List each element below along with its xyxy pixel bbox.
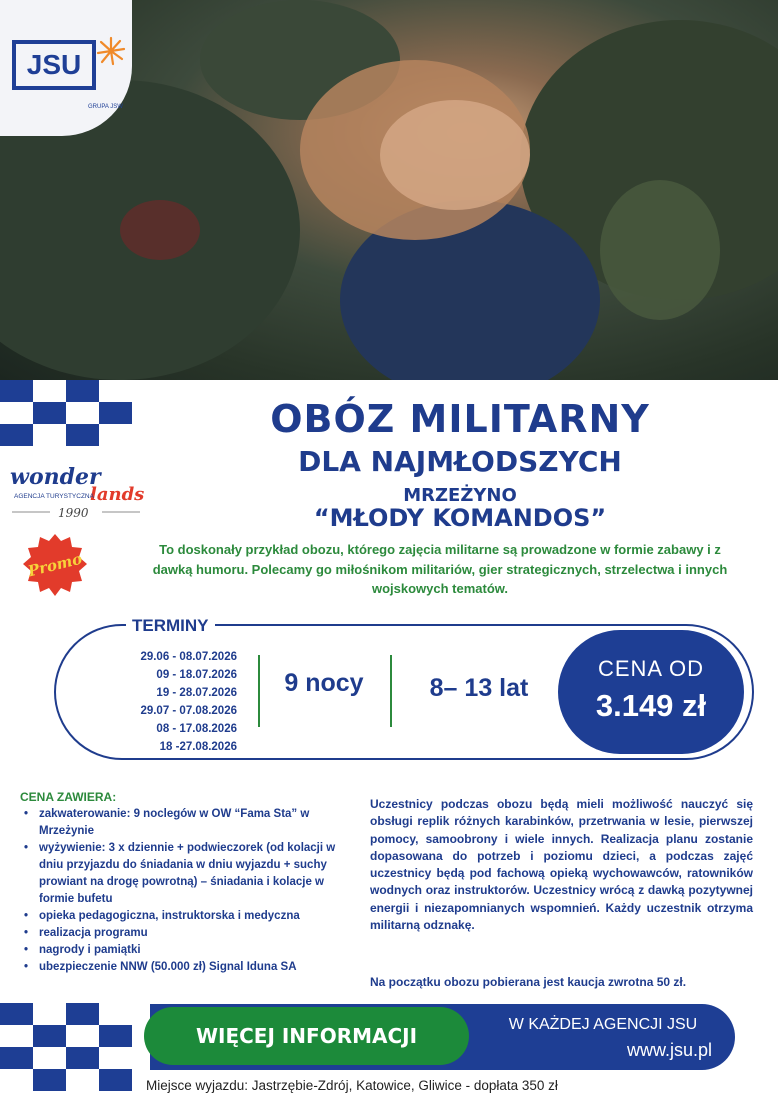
sun-icon [96,36,126,66]
list-item: • ubezpieczenie NNW (50.000 zł) Signal Iduna SA [22,959,362,976]
title-location: MRZEŻYNO [403,485,517,506]
includes-heading: CENA ZAWIERA: [20,790,117,804]
price-value: 3.149 zł [595,688,707,723]
promo-badge [22,532,88,598]
partner-name-2: lands [90,484,145,505]
date-list [100,648,237,756]
list-item: • wyżywienie: 3 x dziennie + podwieczorek (od kolacji w dniu przyjazdu do śniadania w dniu wyjazdu + suchy prowiant na drogę powrotną) – śniadania i kolacje w formie bufetu [22,840,362,908]
list-item: • realizacja programu [22,925,362,942]
more-info-button[interactable]: WIĘCEJ INFORMACJI [144,1007,469,1065]
divider [390,655,392,727]
intro-text: To doskonały przykład obozu, którego zajęcia militarne są prowadzone w formie zabawy i z dawką humoru. Polecamy go miłośnikom militariów, gier strategicznych, strzelectwa i innych wojskowych tematów. [152,542,728,596]
age-range: 8– 13 lat [429,674,529,702]
divider [258,655,260,727]
list-item: • nagrody i pamiątki [22,942,362,959]
partner-tagline: AGENCJA TURYSTYCZNA [14,493,94,500]
departure-info: Miejsce wyjazdu: Jastrzębie-Zdrój, Katowice, Gliwice - dopłata 350 zł [146,1078,558,1093]
partner-name: wonder [10,464,101,490]
date-item: 09 - 18.07.2026 [156,669,237,681]
date-item: 29.06 - 08.07.2026 [140,651,237,663]
checker-pattern-top [0,380,132,456]
terms-heading: TERMINY [126,616,215,636]
group-label: GRUPA JSW [88,104,123,110]
checker-pattern-bottom [0,1003,132,1100]
price-badge [558,630,744,754]
jsu-logo: JSU [12,40,96,90]
date-item: 08 - 17.08.2026 [156,723,237,735]
promo-text: Promo [26,549,84,581]
deposit-note: Na początku obozu pobierana jest kaucja zwrotna 50 zł. [370,975,687,989]
list-item: • opieka pedagogiczna, instruktorska i medyczna [22,908,362,925]
date-item: 18 -27.08.2026 [159,741,237,753]
nights-count: 9 nocy [284,669,364,697]
includes-list [22,806,362,976]
title-line-2: DLA NAJMŁODSZYCH [298,445,622,478]
price-label: CENA OD [597,656,705,681]
date-item: 19 - 28.07.2026 [156,687,237,699]
agency-text: W KAŻDEJ AGENCJI JSU [508,1016,698,1033]
title-line-1: OBÓZ MILITARNY [270,397,650,441]
list-item: • zakwaterowanie: 9 noclegów w OW “Fama Sta” w Mrzeżynie [22,806,362,840]
partner-year: 1990 [58,506,89,520]
website-link[interactable]: www.jsu.pl [626,1040,712,1060]
description-text: Uczestnicy podczas obozu będą mieli możliwość nauczyć się obsługi replik różnych karabinków, przetrwania w lesie, pierwszej pomocy, samoobrony i wiele innych. Realizacja planu zostanie dopasowana do potrzeb i poziomu dzieci, a podczas zajęć uczestnicy będą pod fachową opieką wychowawców, ratowników wodnych oraz instruktorów. Uczestnicy wrócą z dawką pozytywnej energii i niezapomnianych wspomnień. Każdy uczestnik otrzyma militarną odznakę. [370,797,753,933]
date-item: 29.07 - 07.08.2026 [140,705,237,717]
wonderlands-logo [10,460,145,522]
title-camp-name: “MŁODY KOMANDOS” [313,504,607,532]
